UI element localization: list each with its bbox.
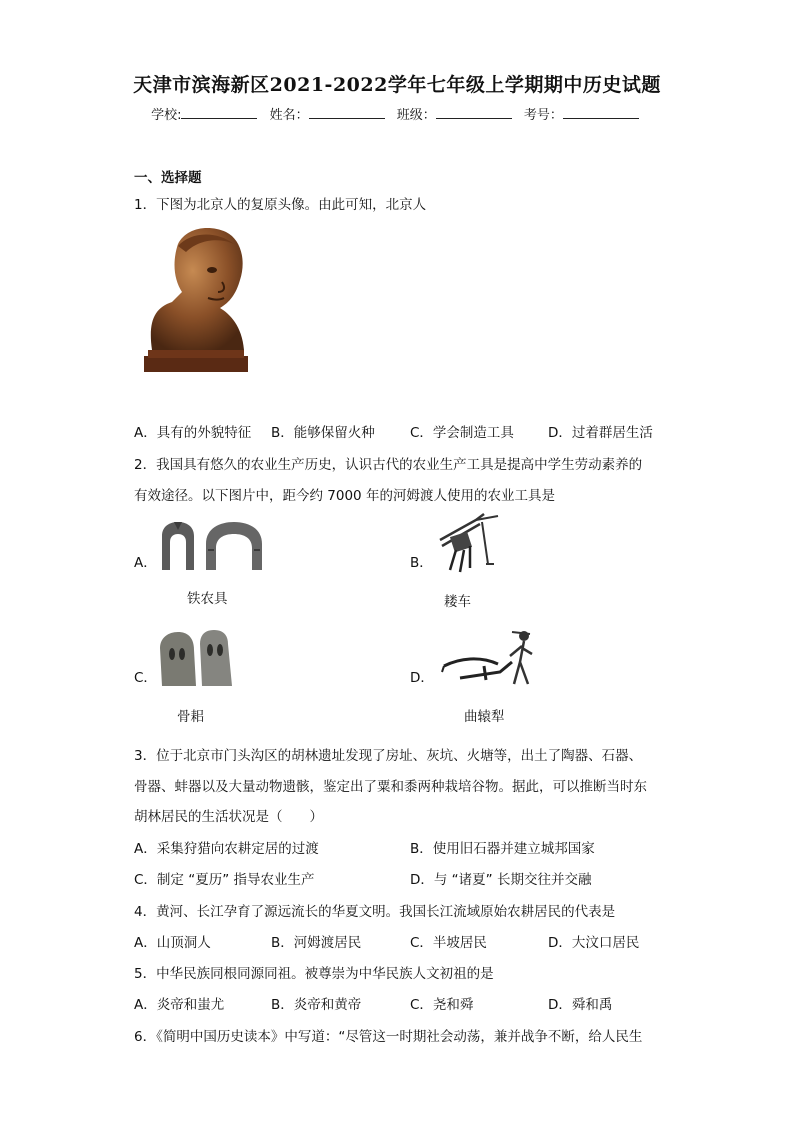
seed-drill-icon — [436, 510, 500, 574]
iron-tools-icon — [160, 520, 264, 572]
q4-option-a[interactable]: A．山顶洞人 — [134, 935, 211, 951]
bone-spade-icon — [158, 628, 234, 688]
q5-option-a[interactable]: A．炎帝和蚩尤 — [134, 997, 225, 1013]
q5-option-b[interactable]: B．炎帝和黄帝 — [271, 997, 362, 1013]
q3-stem-line1: 3．位于北京市门头沟区的胡林遗址发现了房址、灰坑、火塘等，出土了陶器、石器、 — [134, 748, 643, 764]
q2-option-d-letter[interactable]: D． — [410, 670, 434, 686]
q4-option-b[interactable]: B．河姆渡居民 — [271, 935, 362, 951]
school-blank[interactable] — [181, 106, 257, 119]
q1-option-d[interactable]: D．过着群居生活 — [548, 425, 653, 441]
q2-option-c-caption: 骨耜 — [177, 709, 204, 725]
q2-option-d-caption: 曲辕犁 — [464, 709, 505, 725]
q2-option-b-letter[interactable]: B． — [410, 555, 433, 571]
q2-option-a-letter[interactable]: A． — [134, 555, 157, 571]
curved-plough-icon — [440, 626, 540, 688]
q1-option-c[interactable]: C．学会制造工具 — [410, 425, 514, 441]
q3-option-a[interactable]: A．采集狩猎向农耕定居的过渡 — [134, 841, 319, 857]
q4-option-c[interactable]: C．半坡居民 — [410, 935, 487, 951]
q2-option-c-letter[interactable]: C． — [134, 670, 157, 686]
q6-stem: 6．《简明中国历史读本》中写道：“尽管这一时期社会动荡，兼并战争不断，给人民生 — [134, 1029, 643, 1045]
class-field[interactable]: 班级： — [397, 104, 516, 123]
q3-option-c[interactable]: C．制定 “夏历” 指导农业生产 — [134, 872, 315, 888]
q1-option-a[interactable]: A．具有的外貌特征 — [134, 425, 252, 441]
section-heading: 一、选择题 — [134, 170, 202, 186]
q2-option-b-caption: 耧车 — [444, 594, 471, 610]
q3-stem-line3: 胡林居民的生活状况是（ ） — [134, 809, 323, 825]
exam-number-blank[interactable] — [563, 106, 639, 119]
name-blank[interactable] — [309, 106, 385, 119]
q1-stem: 1．下图为北京人的复原头像。由此可知，北京人 — [134, 197, 427, 213]
q5-stem: 5．中华民族同根同源同祖。被尊崇为中华民族人文初祖的是 — [134, 966, 494, 982]
exam-number-field[interactable]: 考号： — [524, 104, 643, 123]
q3-stem-line2: 骨器、蚌器以及大量动物遗骸，鉴定出了粟和黍两种栽培谷物。据此，可以推断当时东 — [134, 779, 647, 795]
q3-option-d[interactable]: D．与 “诸夏” 长期交往并交融 — [410, 872, 592, 888]
class-blank[interactable] — [436, 106, 512, 119]
q5-option-d[interactable]: D．舜和禹 — [548, 997, 613, 1013]
q2-stem-line1: 2．我国具有悠久的农业生产历史，认识古代的农业生产工具是提高中学生劳动素养的 — [134, 457, 643, 473]
q2-option-a-caption: 铁农具 — [187, 591, 228, 607]
q4-option-d[interactable]: D．大汶口居民 — [548, 935, 640, 951]
q1-option-b[interactable]: B．能够保留火种 — [271, 425, 375, 441]
peking-man-bust-icon — [138, 222, 254, 374]
name-field[interactable]: 姓名： — [270, 104, 389, 123]
q5-option-c[interactable]: C．尧和舜 — [410, 997, 474, 1013]
q4-stem: 4．黄河、长江孕育了源远流长的华夏文明。我国长江流域原始农耕居民的代表是 — [134, 904, 616, 920]
q2-stem-line2: 有效途径。以下图片中，距今约 7000 年的河姆渡人使用的农业工具是 — [134, 488, 555, 504]
q3-option-b[interactable]: B．使用旧石器并建立城邦国家 — [410, 841, 595, 857]
exam-title: 天津市滨海新区2021-2022学年七年级上学期期中历史试题 — [133, 74, 661, 96]
school-field[interactable]: 学校: — [151, 104, 261, 123]
student-info-row — [0, 104, 794, 123]
